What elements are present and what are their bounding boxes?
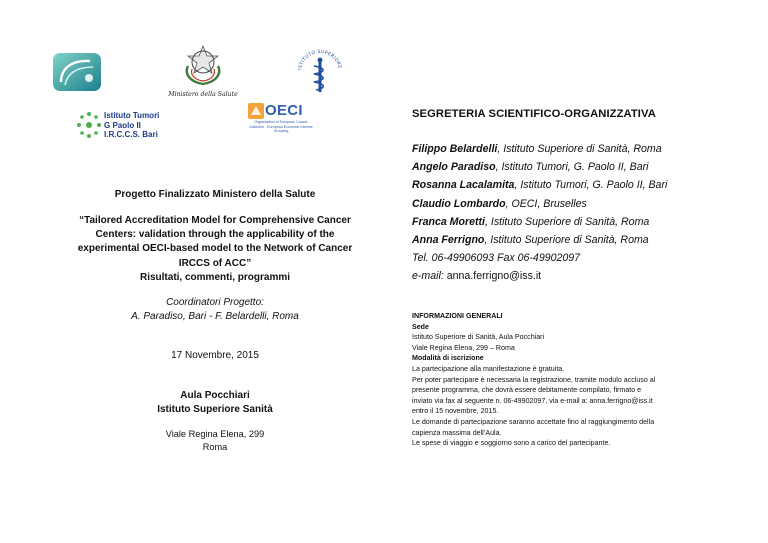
oeci-logo <box>248 102 314 136</box>
sede-line: Viale Regina Elena, 299 – Roma <box>412 343 515 352</box>
info-line: presente programma, che dovrà essere debitamente compilato, firmato e <box>412 386 642 395</box>
info-heading: INFORMAZIONI GENERALI <box>412 312 503 320</box>
project-title-line: IRCCS of ACC” <box>178 257 252 269</box>
sede-line: Istituto Superiore di Sanità, Aula Pocchiari <box>412 333 545 342</box>
project-label: Progetto Finalizzato Ministero della Salute <box>114 189 316 200</box>
person-row <box>412 158 752 176</box>
project-subtitle: Risultati, commenti, programmi <box>139 271 291 283</box>
email-link[interactable]: anna.ferrigno@iss.it <box>446 270 542 283</box>
person-affiliation: , Istituto Superiore di Sanità, Roma <box>497 143 662 155</box>
project-title-line: “Tailored Accreditation Model for Comprehensive Cancer <box>79 215 351 226</box>
coordinators-names: A. Paradiso, Bari - F. Belardelli, Roma <box>131 311 299 323</box>
secretariat-title: SEGRETERIA SCIENTIFICO-ORGANIZZATIVA <box>412 108 656 120</box>
email-label: e-mail: <box>412 270 444 283</box>
project-title-line: Centers: validation through the applicability of the <box>95 229 335 241</box>
venue-hall: Aula Pocchiari <box>180 390 250 401</box>
person-affiliation: , Istituto Superiore di Sanità, Roma <box>484 234 649 247</box>
coordinators <box>50 296 380 324</box>
person-row <box>412 176 752 194</box>
person-affiliation: , OECI, Bruselles <box>505 197 587 210</box>
info-line: La partecipazione alla manifestazione è gratuita. <box>412 364 565 373</box>
svg-text:Ministero della Salute: Ministero della Salute <box>168 91 238 98</box>
oeci-subtitle: Organisation of European Cancer Institutes · European Economic Interest Grouping <box>249 120 313 134</box>
person-name: Rosanna Lacalamita <box>412 179 515 192</box>
person-affiliation: , Istituto Tumori, G. Paolo II, Bari <box>495 161 649 174</box>
info-line: Per poter partecipare è necessaria la registrazione, tramite modulo accluso al <box>412 375 656 384</box>
person-name: Claudio Lombardo <box>412 197 506 210</box>
person-row <box>412 231 752 249</box>
info-line: inviato via fax al seguente n. 06-49902097, via e-mail a: anna.ferrigno@iss.it <box>412 396 653 405</box>
iss-seal-logo <box>292 44 348 100</box>
info-line: entro il 15 novembre, 2015. <box>412 407 499 416</box>
info-line: Le spese di viaggio e soggiorno sono a carico del partecipante. <box>412 439 611 448</box>
contact-email <box>412 267 752 285</box>
venue-institute: Istituto Superiore Sanità <box>157 404 273 416</box>
coordinators-label: Coordinatori Progetto: <box>166 297 264 308</box>
person-row <box>412 195 752 213</box>
person-affiliation: , Istituto Tumori, G. Paolo II, Bari <box>514 179 668 192</box>
teal-institute-logo <box>52 52 102 92</box>
istituto-tumori-line2: G Paolo II <box>104 120 141 130</box>
info-line: Le domande di partecipazione saranno accettate fino al raggiungimento della <box>412 417 655 426</box>
info-line: capienza massima dell’Aula. <box>412 428 502 437</box>
project-title-line: experimental OECI-based model to the Network of Cancer <box>77 243 353 255</box>
person-affiliation: , Istituto Superiore di Sanità, Roma <box>485 215 650 228</box>
istituto-tumori-logo <box>76 108 176 142</box>
iscrizione-label: Modalità di iscrizione <box>412 354 484 363</box>
address-street: Viale Regina Elena, 299 <box>165 429 265 439</box>
svg-text:ISTITUTO SUPERIORE DI SANITÀ: ISTITUTO SUPERIORE <box>298 49 342 71</box>
contact-phone: Tel. 06-49906093 Fax 06-49902097 <box>412 252 581 265</box>
address <box>50 428 380 453</box>
venue <box>50 389 380 417</box>
person-row <box>412 213 752 231</box>
event-date: 17 Novembre, 2015 <box>171 350 259 361</box>
person-name: Anna Ferrigno <box>412 234 485 247</box>
sede-label: Sede <box>412 322 429 331</box>
project-title <box>50 214 380 285</box>
istituto-tumori-line3: I.R.C.C.S. Bari <box>104 130 158 139</box>
address-city: Roma <box>202 441 228 452</box>
person-row <box>412 140 752 158</box>
secretariat-people <box>412 140 752 286</box>
general-info <box>412 311 752 449</box>
person-name: Franca Moretti <box>412 215 485 228</box>
oeci-wordmark: OECI <box>265 102 303 119</box>
person-name: Filippo Belardelli <box>412 143 498 155</box>
person-name: Angelo Paradiso <box>412 161 496 174</box>
ministero-emblem-logo <box>168 42 238 100</box>
istituto-tumori-line1: Istituto Tumori <box>104 111 160 120</box>
